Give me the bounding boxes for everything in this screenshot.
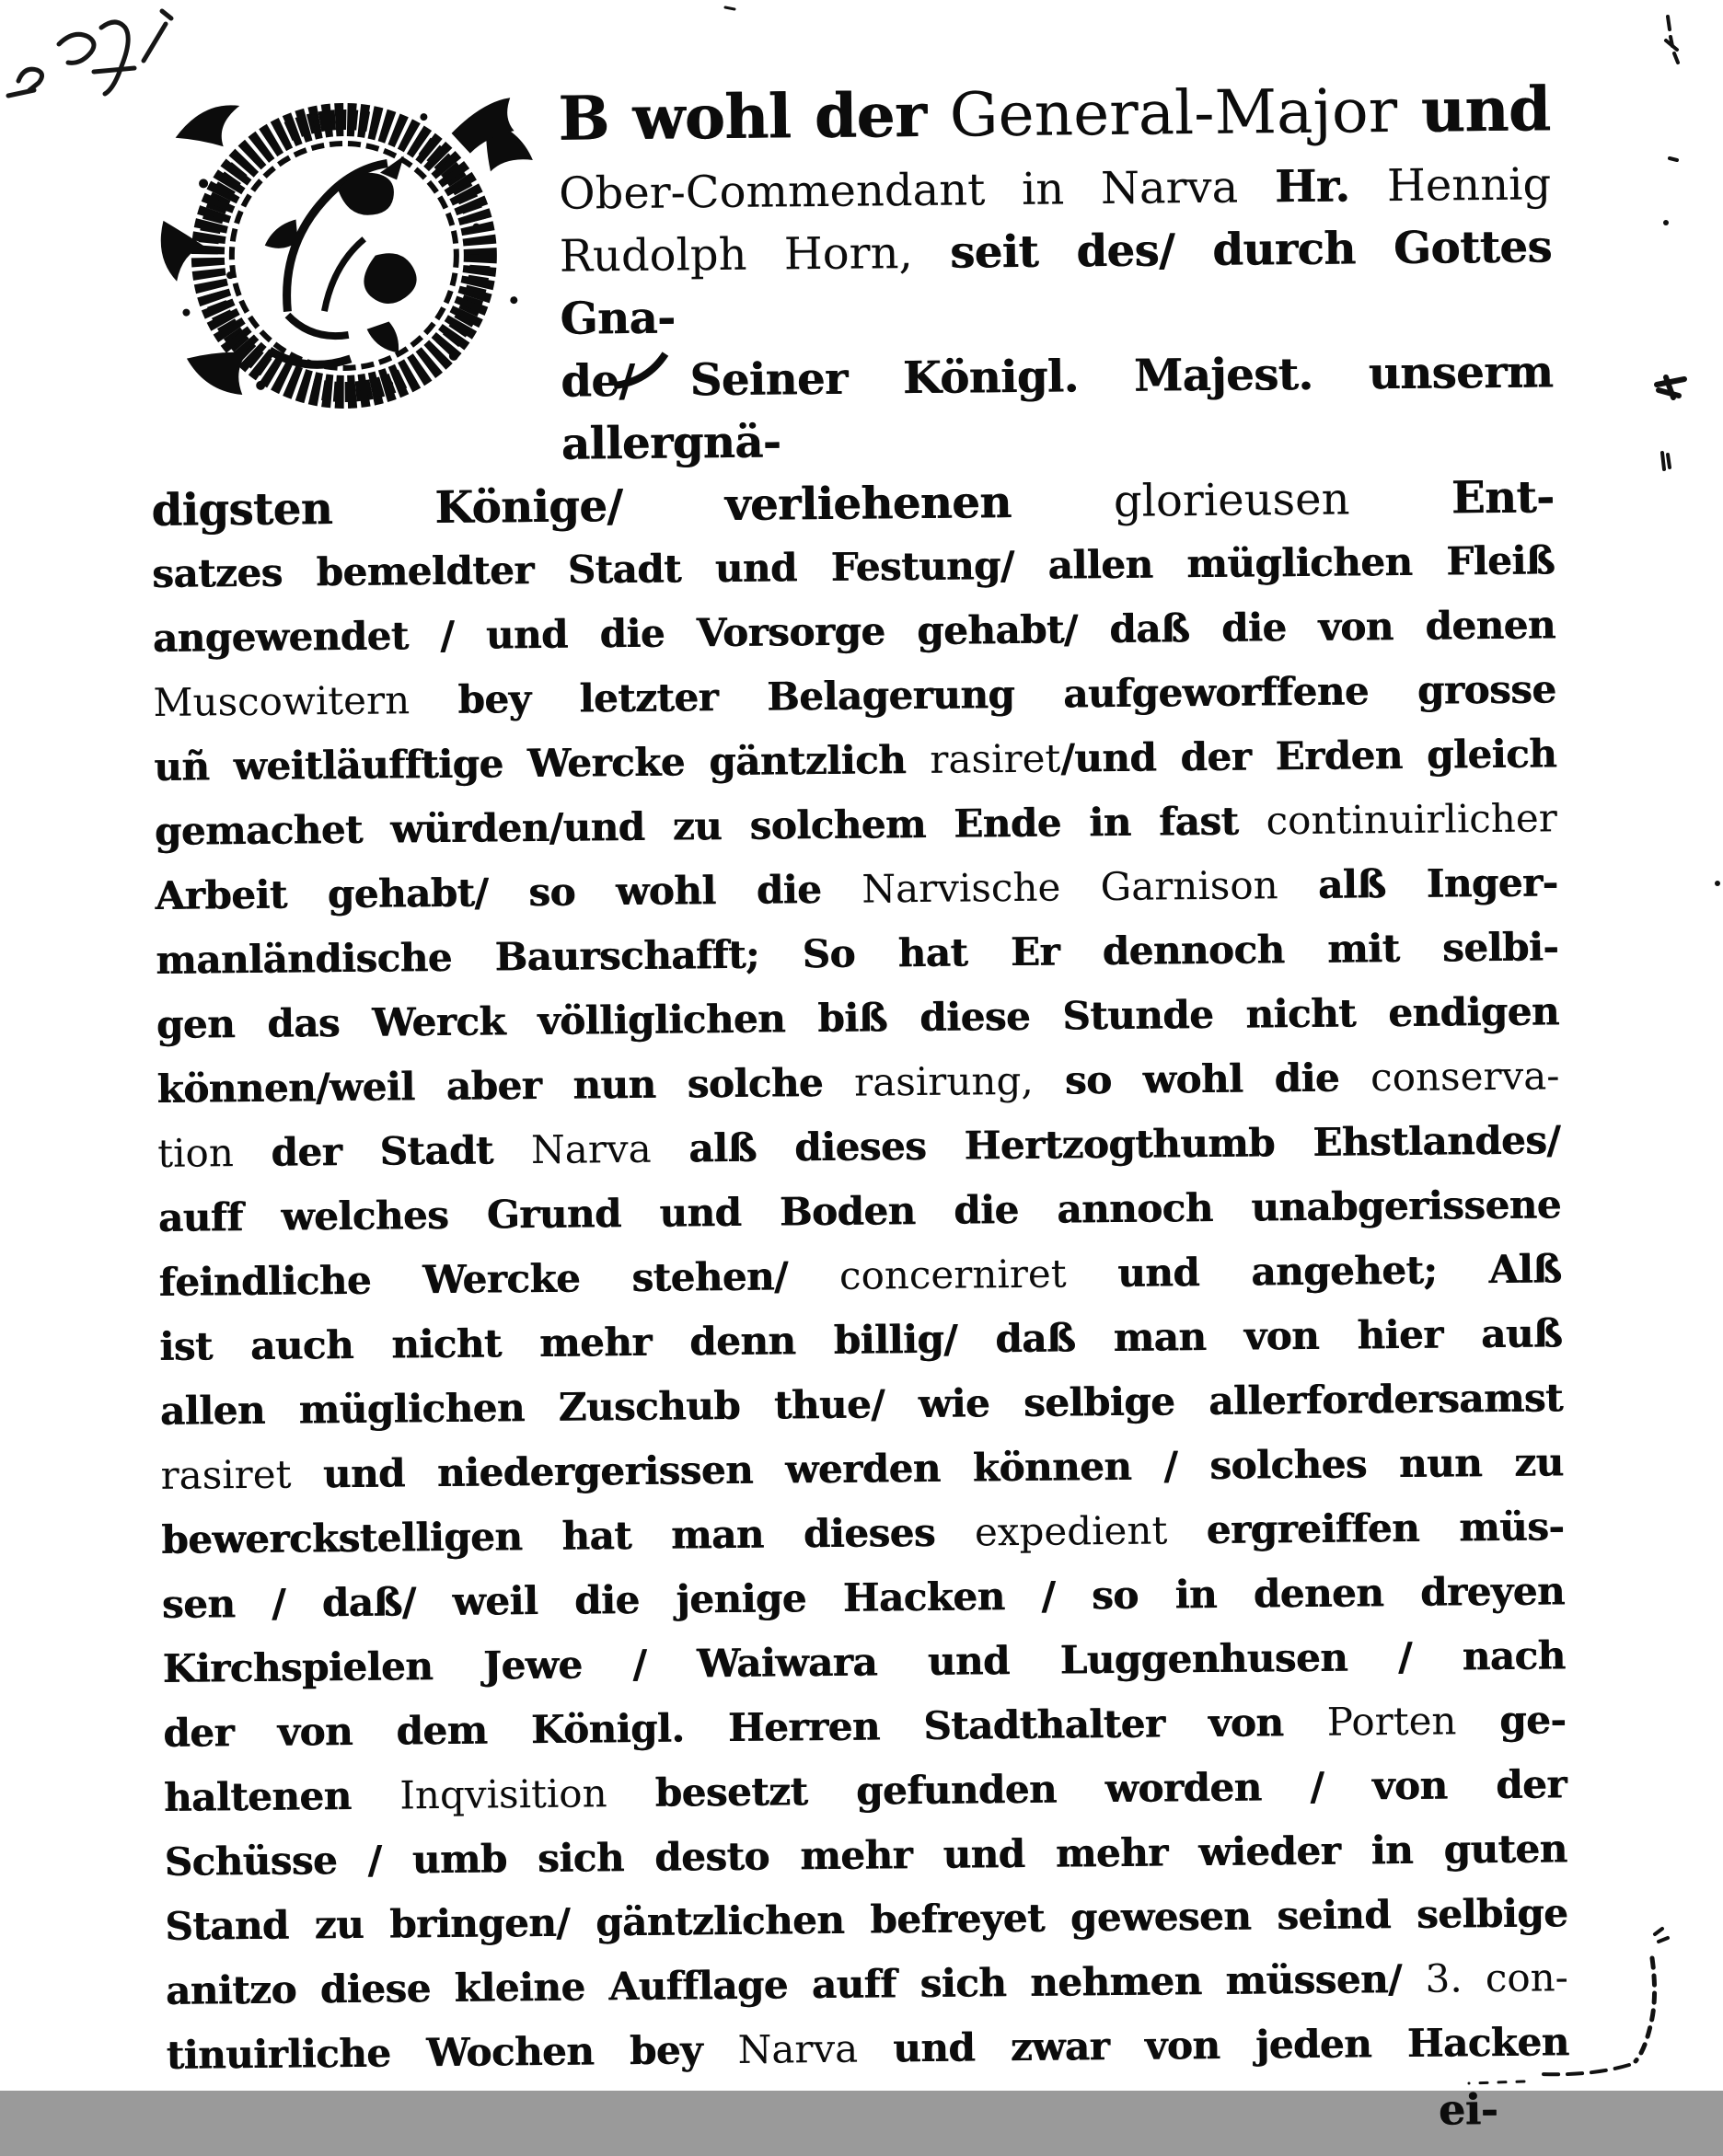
antiqua-segment: rasirung, [853, 1057, 1034, 1105]
fraktur-segment: angewendet / und die Vorsorge gehabt/ daß die von denen [152, 602, 1555, 661]
fraktur-segment: seit des/ durch Gottes Gna- [560, 221, 1553, 345]
fraktur-segment: satzes bemeldter Stadt und Festung/ allen müglichen Fleiß [151, 537, 1555, 596]
fraktur-segment: sen / daß/ weil die jenige Hacken / so in denen dreyen [161, 1568, 1566, 1627]
antiqua-segment: Hennig [1386, 158, 1552, 213]
fraktur-segment: Hr. [1274, 160, 1388, 213]
fraktur-segment: gen das Werck völliglichen biß diese Stunde nicht endigen [156, 988, 1560, 1047]
fraktur-segment: und [1396, 73, 1551, 146]
antiqua-segment: conserva- [1370, 1053, 1560, 1101]
antiqua-segment: rasiret [160, 1451, 324, 1498]
fraktur-segment: alß Inger- [1317, 859, 1558, 907]
antiqua-segment: 3. con- [1425, 1954, 1569, 2001]
fraktur-segment: Schüsse / umb sich desto mehr und mehr wieder in guten [164, 1826, 1567, 1885]
fraktur-segment: alß dieses Hertzogthumb Ehstlandes/ [688, 1117, 1561, 1171]
antiqua-segment: Narva [737, 2025, 894, 2072]
fraktur-segment: und zwar von jeden Hacken [892, 2019, 1569, 2071]
fraktur-segment: gemachet würden/und zu solchem Ende in fast [154, 798, 1266, 854]
fraktur-segment: besetzt gefunden worden / von der [654, 1761, 1567, 1816]
fraktur-segment: haltenen [163, 1772, 400, 1820]
antiqua-segment: Ober-Commendant in Narva [558, 161, 1276, 220]
fraktur-segment: feindliche Wercke stehen/ [158, 1252, 840, 1305]
fraktur-segment: bewerckstelligen hat man dieses [161, 1509, 976, 1562]
fraktur-segment: auff welches Grund und Boden die annoch unabgerissene [157, 1182, 1562, 1240]
antiqua-segment: continuirlicher [1266, 795, 1558, 844]
fraktur-segment: bey letzter Belagerung aufgeworffene grosse [457, 666, 1556, 722]
fraktur-segment: manländische Baurschafft; So hat Er dennoch mit selbi- [155, 924, 1559, 983]
fraktur-segment: de/ Seiner Königl. Majest. unserm allergnä- [560, 346, 1554, 470]
text-block [147, 65, 1570, 2156]
antiqua-segment: rasiret [930, 735, 1061, 782]
antiqua-segment: Porten [1326, 1697, 1500, 1745]
fraktur-segment: B wohl der [558, 78, 951, 155]
woodcut-initial-O [147, 79, 549, 423]
fraktur-segment: Stand zu bringen/ gäntzlichen befreyet gewesen seind selbige [165, 1890, 1568, 1949]
fraktur-segment: Arbeit gehabt/ so wohl die [155, 866, 862, 918]
antiqua-segment: glorieusen [1113, 472, 1452, 527]
antiqua-segment: tion [156, 1129, 272, 1176]
fraktur-segment: anitzo diese kleine Aufflage auff sich nehmen müssen/ [165, 1955, 1426, 2013]
antiqua-segment: General-Major [949, 75, 1398, 151]
fraktur-segment: und niedergerissen werden können / solches nun zu [322, 1439, 1564, 1497]
fraktur-segment: tinuirliche Wochen bey [166, 2026, 738, 2078]
antiqua-segment: Inqvisition [399, 1770, 655, 1818]
antiqua-segment: Narva [530, 1125, 689, 1173]
fraktur-segment: ist auch nicht mehr denn billig/ daß man von hier auß [158, 1310, 1563, 1369]
fraktur-segment: können/weil aber nun solche [156, 1059, 855, 1112]
antiqua-segment: concerniret [838, 1250, 1118, 1298]
antiqua-segment: expedient [974, 1507, 1207, 1555]
antiqua-segment: Rudolph Horn, [559, 226, 951, 282]
fraktur-segment: ge- [1498, 1697, 1567, 1743]
catchword: ei- [1438, 2084, 1498, 2135]
fraktur-segment: digsten Könige/ verliehenen [151, 475, 1115, 536]
fraktur-segment: der Stadt [271, 1127, 532, 1175]
fraktur-segment: Kirchspielen Jewe / Waiwara und Luggenhusen / nach [162, 1632, 1566, 1691]
fraktur-segment: Ent- [1451, 471, 1555, 525]
fraktur-segment: allen müglichen Zuschub thue/ wie selbige allerfordersamst [159, 1375, 1564, 1434]
fraktur-segment: /und der Erden gleich [1060, 731, 1557, 781]
fraktur-segment: so wohl die [1033, 1055, 1371, 1103]
fraktur-segment: uñ weitläufftige Wercke gäntzlich [153, 736, 931, 790]
fraktur-segment: der von dem Königl. Herren Stadthalter von [163, 1699, 1327, 1756]
fraktur-segment: und angehet; Alß [1116, 1246, 1562, 1296]
antiqua-segment: Muscowitern [153, 676, 458, 725]
text-line [166, 2010, 1569, 2088]
fraktur-segment: ergreiffen müs- [1206, 1504, 1565, 1553]
antiqua-segment: Narvische Garnison [862, 861, 1319, 912]
